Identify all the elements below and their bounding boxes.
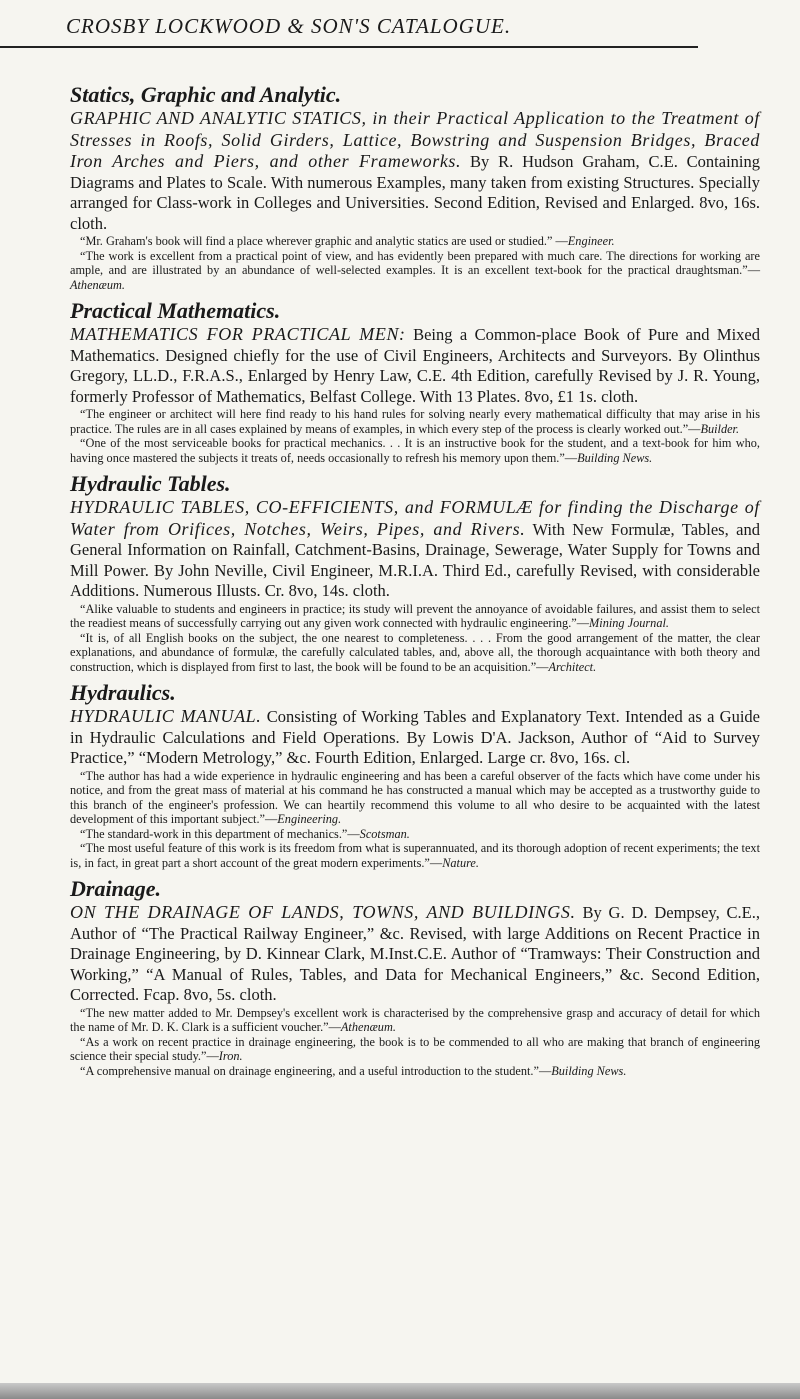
- book-entry: [70, 324, 760, 407]
- section-heading: Statics, Graphic and Analytic.: [70, 82, 342, 107]
- book-description: By R. Hudson Graham, C.E. Containing Diagrams and Plates to Scale. With numerous Examples, many taken from existing Structures. Specially arranged for Class-work in Colleges and Universities. Second Edition, Revised and Enlarged. 8vo, 16s. cloth.: [70, 152, 761, 233]
- review-source: Building News.: [577, 450, 653, 465]
- review-quote: [70, 602, 760, 631]
- review-text: “The new matter added to Mr. Dempsey's excellent work is characterised by the comprehensive grasp and accuracy of detail for which the name of Mr. D. K. Clark is a sufficient voucher.”—: [70, 1005, 760, 1034]
- review-source: Scotsman.: [359, 826, 410, 841]
- review-source: Builder.: [700, 421, 740, 436]
- running-title: CROSBY LOCKWOOD & SON'S CATALOGUE.: [66, 14, 512, 38]
- section-heading: Drainage.: [70, 876, 162, 901]
- review-text: “The engineer or architect will here find ready to his hand rules for solving nearly every mathematical difficulty that may arise in his practice. The rules are in all cases explained by means of examples, in which every step of the process is clearly worked out.”—: [70, 407, 760, 436]
- review-text: “As a work on recent practice in drainage engineering, the book is to be commended to all who are making that branch of engineering science their special study.”—: [70, 1034, 760, 1063]
- review-source: Nature.: [442, 855, 479, 870]
- review-source: Building News.: [551, 1063, 627, 1078]
- page-edge-bar: [0, 1383, 800, 1399]
- review-quote: [70, 1006, 760, 1035]
- review-quote: [70, 249, 760, 293]
- catalogue-section: [70, 680, 760, 870]
- catalogue-section: [70, 82, 760, 292]
- book-entry: [70, 497, 760, 602]
- review-quote: [70, 436, 760, 465]
- review-text: “Mr. Graham's book will find a place wherever graphic and analytic statics are used or studied.” —: [80, 234, 568, 248]
- review-source: Engineering.: [277, 812, 342, 826]
- review-text: “One of the most serviceable books for practical mechanics. . . It is an instructive book for the student, and a text-book for him who, having once mastered the subjects it treats of, needs occasionally to refresh his memory upon them.”—: [70, 436, 760, 465]
- review-source: Architect.: [548, 659, 597, 674]
- catalogue-section: [70, 876, 760, 1078]
- review-source: Iron.: [218, 1049, 243, 1063]
- review-source: Mining Journal.: [589, 616, 669, 630]
- page-header: [0, 10, 698, 48]
- book-description: Consisting of Working Tables and Explanatory Text. Intended as a Guide in Hydraulic Calculations and Field Operations. By Lowis D'A. Jackson, Author of “Aid to Survey Practice,” “Modern Metrology,” &c. Fourth Edition, Enlarged. Large cr. 8vo, 16s. cl.: [70, 707, 761, 767]
- review-quote: [70, 769, 760, 827]
- book-title: ON THE DRAINAGE OF LANDS, TOWNS, AND BUILDINGS.: [70, 902, 576, 922]
- review-quote: [70, 631, 760, 675]
- section-heading: Hydraulic Tables.: [70, 471, 231, 496]
- review-text: “The author has had a wide experience in hydraulic engineering and has been a careful observer of the facts which have come under his notice, and from the great mass of material at his command he has constructed a manual which may be accepted as a trustworthy guide to this branch of the engineer's profession. We can heartily recommend this volume to all who desire to be acquainted with the latest development of this important subject.”—: [70, 768, 760, 826]
- review-text: “The standard-work in this department of mechanics.”—: [80, 826, 360, 841]
- book-title: HYDRAULIC MANUAL.: [70, 706, 262, 726]
- book-description: With New Formulæ, Tables, and General Information on Rainfall, Catchment-Basins, Drainage, Sewerage, Water Supply for Towns and Mill Power. By John Neville, Civil Engineer, M.R.I.A. Third Ed., carefully Revised, with considerable Additions. Numerous Illusts. Cr. 8vo, 14s. cloth.: [70, 519, 761, 600]
- review-quote: [70, 827, 760, 842]
- review-text: “The most useful feature of this work is its freedom from what is superannuated, and its thorough adoption of recent experiments; the text is, in fact, in great part a short account of the great modern experiments.”—: [70, 841, 760, 870]
- review-source: Athenæum.: [70, 277, 125, 292]
- book-title: HYDRAULIC TABLES, CO-EFFICIENTS, and FORMULÆ for finding the Discharge of Water from Orifices, Notches, Weirs, Pipes, and Rivers.: [70, 497, 760, 539]
- book-description: By G. D. Dempsey, C.E., Author of “The Practical Railway Engineer,” &c. Revised, with large Additions on Recent Practice in Drainage Engineering, by D. Kinnear Clark, M.Inst.C.E. Author of “Tramways: Their Construction and Working,” “A Manual of Rules, Tables, and Data for Mechanical Engineers,” &c. Second Edition, Corrected. Fcap. 8vo, 5s. cloth.: [70, 903, 761, 1004]
- book-title: MATHEMATICS FOR PRACTICAL MEN:: [70, 324, 406, 344]
- catalogue-page: [70, 52, 760, 1078]
- book-entry: [70, 902, 760, 1006]
- book-entry: [70, 706, 760, 769]
- book-description: Being a Common-place Book of Pure and Mixed Mathematics. Designed chiefly for the use of Civil Engineers, Architects and Surveyors. By Olinthus Gregory, LL.D., F.R.A.S., Enlarged by Henry Law, C.E. 4th Edition, carefully Revised by J. R. Young, formerly Professor of Mathematics, Belfast College. With 13 Plates. 8vo, £1 1s. cloth.: [70, 325, 760, 406]
- section-heading: Practical Mathematics.: [70, 298, 281, 323]
- review-quote: [70, 407, 760, 436]
- review-quote: [70, 1035, 760, 1064]
- review-source: Athenæum.: [340, 1020, 396, 1034]
- review-quote: [70, 234, 760, 249]
- catalogue-section: [70, 298, 760, 465]
- review-text: “Alike valuable to students and engineers in practice; its study will prevent the annoyance of avoidable failures, and assist them to select the readiest means of successfully carrying out any given work connected with hydraulic engineering.”—: [70, 601, 760, 630]
- book-title: GRAPHIC AND ANALYTIC STATICS, in their Practical Application to the Treatment of Stresses in Roofs, Solid Girders, Lattice, Bowstring and Suspension Bridges, Braced Iron Arches and Piers, and other Frameworks.: [70, 108, 760, 171]
- review-text: “It is, of all English books on the subject, the one nearest to completeness. . . . From the good arrangement of the matter, the clear explanations, and abundance of formulæ, the carefully calculated tables, and, above all, the thorough acquaintance with both theory and construction, which is displayed from first to last, the book will be found to be an acquisition.”—: [70, 630, 760, 674]
- catalogue-section: [70, 471, 760, 674]
- review-quote: [70, 841, 760, 870]
- review-text: “A comprehensive manual on drainage engineering, and a useful introduction to the student.”—: [80, 1063, 552, 1078]
- book-entry: [70, 108, 760, 234]
- review-quote: [70, 1064, 760, 1079]
- review-text: “The work is excellent from a practical point of view, and has evidently been prepared with much care. The directions for working are ample, and are illustrated by an abundance of well-selected examples. It is an excellent text-book for the practical draughtsman.”—: [70, 248, 760, 277]
- review-source: Engineer.: [567, 234, 615, 248]
- section-heading: Hydraulics.: [70, 680, 176, 705]
